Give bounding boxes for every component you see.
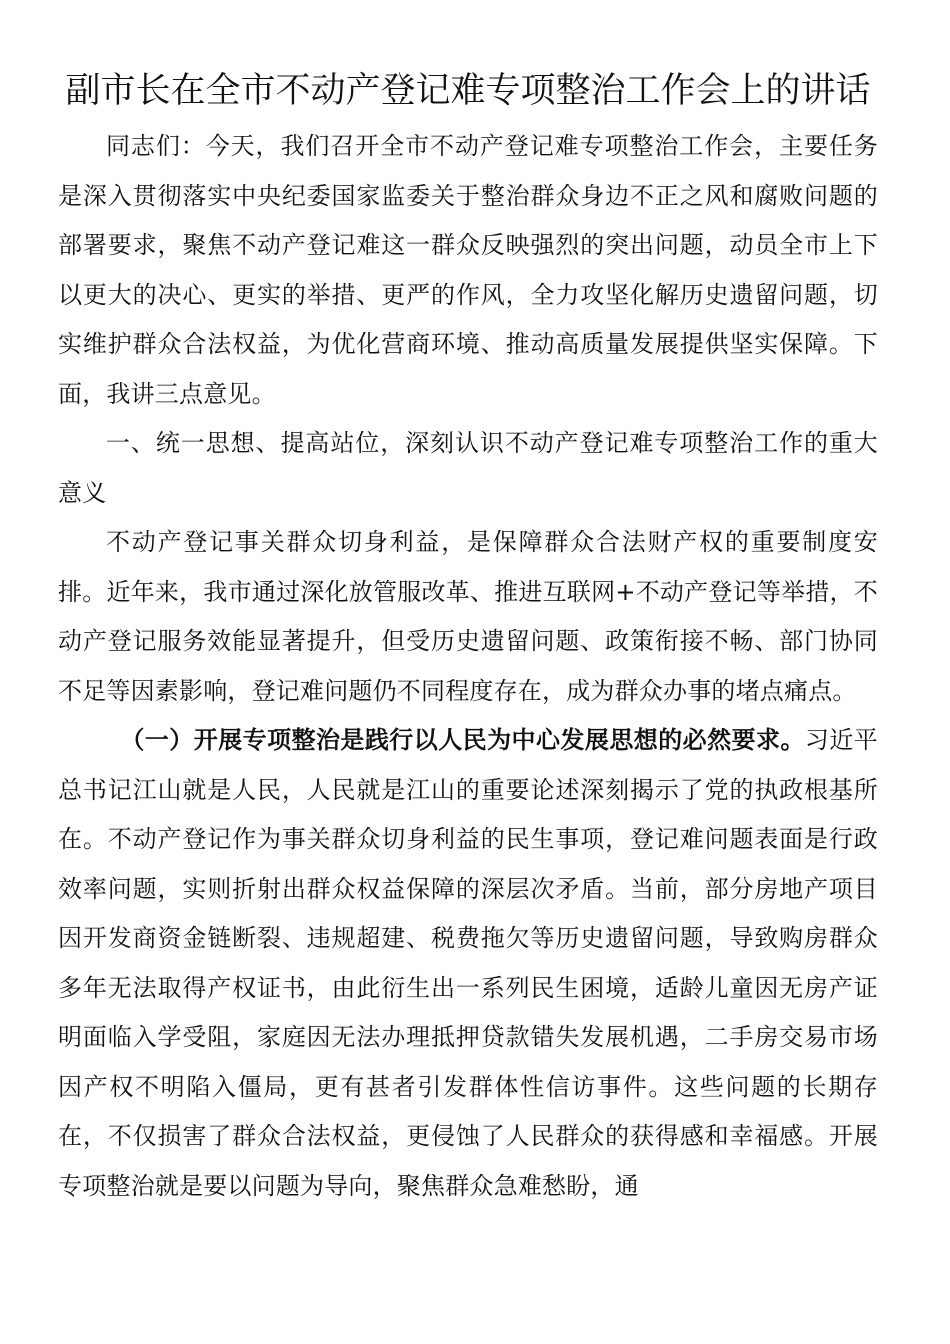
document-title: 副市长在全市不动产登记难专项整治工作会上的讲话 bbox=[65, 71, 871, 111]
subsection-lead: （一）开展专项整治是践行以人民为中心发展思想的必然要求。 bbox=[120, 726, 805, 754]
subsection-paragraph bbox=[58, 716, 878, 1211]
body-paragraph: 不动产登记事关群众切身利益，是保障群众合法财产权的重要制度安排。近年来，我市通过深化放管服改革、推进互联网+不动产登记等举措，不动产登记服务效能显著提升，但受历史遗留问题、政策衔接不畅、部门协同不足等因素影响，登记难问题仍不同程度存在，成为群众办事的堵点痛点。 bbox=[58, 528, 878, 705]
section-heading-one: 一、统一思想、提高站位，深刻认识不动产登记难专项整治工作的重大意义 bbox=[58, 429, 878, 507]
opening-paragraph: 同志们：今天，我们召开全市不动产登记难专项整治工作会，主要任务是深入贯彻落实中央纪委国家监委关于整治群众身边不正之风和腐败问题的部署要求，聚焦不动产登记难这一群众反映强烈的突出问题，动员全市上下以更大的决心、更实的举措、更严的作风，全力攻坚化解历史遗留问题，切实维护群众合法权益，为优化营商环境、推动高质量发展提供坚实保障。下面，我讲三点意见。 bbox=[58, 132, 878, 408]
document-page bbox=[58, 66, 878, 1211]
subsection-body: 习近平总书记江山就是人民，人民就是江山的重要论述深刻揭示了党的执政根基所在。不动产登记作为事关群众切身利益的民生事项，登记难问题表面是行政效率问题，实则折射出群众权益保障的深层次矛盾。当前，部分房地产项目因开发商资金链断裂、违规超建、税费拖欠等历史遗留问题，导致购房群众多年无法取得产权证书，由此衍生出一系列民生困境，适龄儿童因无房产证明面临入学受阻，家庭因无法办理抵押贷款错失发展机遇，二手房交易市场因产权不明陷入僵局，更有甚者引发群体性信访事件。这些问题的长期存在，不仅损害了群众合法权益，更侵蚀了人民群众的获得感和幸福感。开展专项整治就是要以问题为导向，聚焦群众急难愁盼，通 bbox=[58, 726, 878, 1200]
